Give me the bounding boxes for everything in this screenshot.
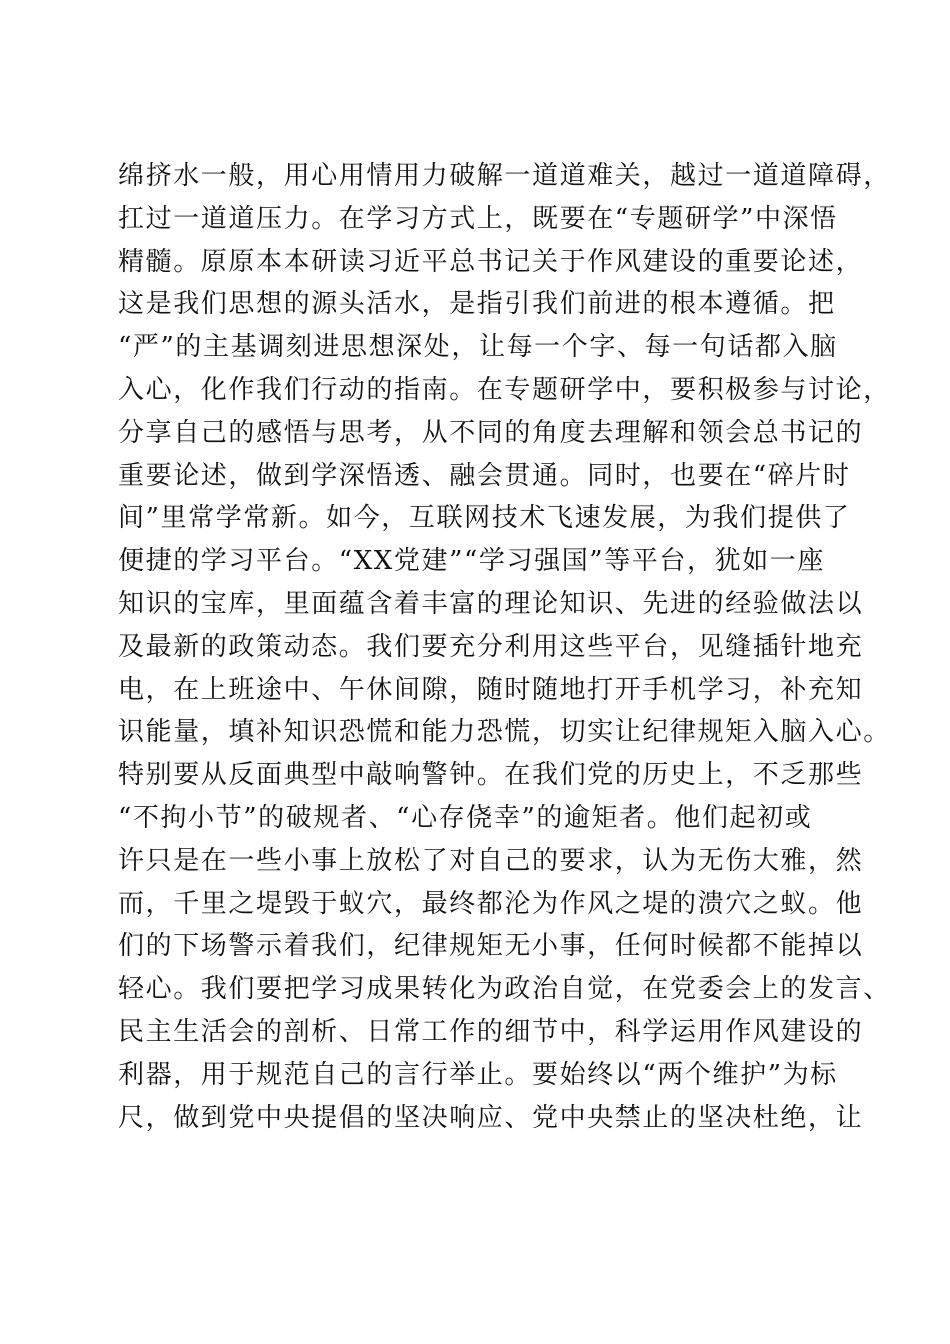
text-line: 入心，化作我们行动的指南。在专题研学中，要积极参与讨论， xyxy=(118,374,891,405)
text-line: 特别要从反面典型中敲响警钟。在我们党的历史上，不乏那些 xyxy=(118,760,864,791)
text-line: 轻心。我们要把学习成果转化为政治自觉，在党委会上的发言、 xyxy=(118,974,891,1005)
text-line: 民主生活会的剖析、日常工作的细节中，科学运用作风建设的 xyxy=(118,1016,864,1047)
text-line: 重要论述，做到学深悟透、融会贯通。同时，也要在“碎片时 xyxy=(118,460,851,491)
text-line: “严”的主基调刻进思想深处，让每一个字、每一句话都入脑 xyxy=(118,332,838,363)
text-line: 利器，用于规范自己的言行举止。要始终以“两个维护”为标 xyxy=(118,1059,838,1090)
text-line: 尺，做到党中央提倡的坚决响应、党中央禁止的坚决杜绝，让 xyxy=(118,1102,864,1133)
text-line: 及最新的政策动态。我们要充分利用这些平台，见缝插针地充 xyxy=(118,631,864,662)
body-text xyxy=(118,155,891,1139)
text-line: 间”里常学常新。如今，互联网技术飞速发展，为我们提供了 xyxy=(118,503,851,534)
text-line: 这是我们思想的源头活水，是指引我们前进的根本遵循。把 xyxy=(118,289,836,320)
text-line: 识能量，填补知识恐慌和能力恐慌，切实让纪律规矩入脑入心。 xyxy=(118,717,891,748)
text-line: 知识的宝库，里面蕴含着丰富的理论知识、先进的经验做法以 xyxy=(118,588,864,619)
text-line: 便捷的学习平台。“XX党建”“学习强国”等平台，犹如一座 xyxy=(118,546,825,577)
text-line: 绵挤水一般，用心用情用力破解一道道难关，越过一道道障碍， xyxy=(118,161,891,191)
text-line: “不拘小节”的破规者、“心存侥幸”的逾矩者。他们起初或 xyxy=(118,802,813,833)
text-line: 分享自己的感悟与思考，从不同的角度去理解和领会总书记的 xyxy=(118,417,864,448)
text-line: 许只是在一些小事上放松了对自己的要求，认为无伤大雅，然 xyxy=(118,845,864,876)
text-line: 而，千里之堤毁于蚁穴，最终都沦为作风之堤的溃穴之蚁。他 xyxy=(118,888,864,919)
text-line: 们的下场警示着我们，纪律规矩无小事，任何时候都不能掉以 xyxy=(118,931,864,962)
text-line: 扛过一道道压力。在学习方式上，既要在“专题研学”中深悟 xyxy=(118,203,838,234)
text-line: 精髓。原原本本研读习近平总书记关于作风建设的重要论述， xyxy=(118,246,864,277)
text-line: 电，在上班途中、午休间隙，随时随地打开手机学习，补充知 xyxy=(118,674,864,705)
